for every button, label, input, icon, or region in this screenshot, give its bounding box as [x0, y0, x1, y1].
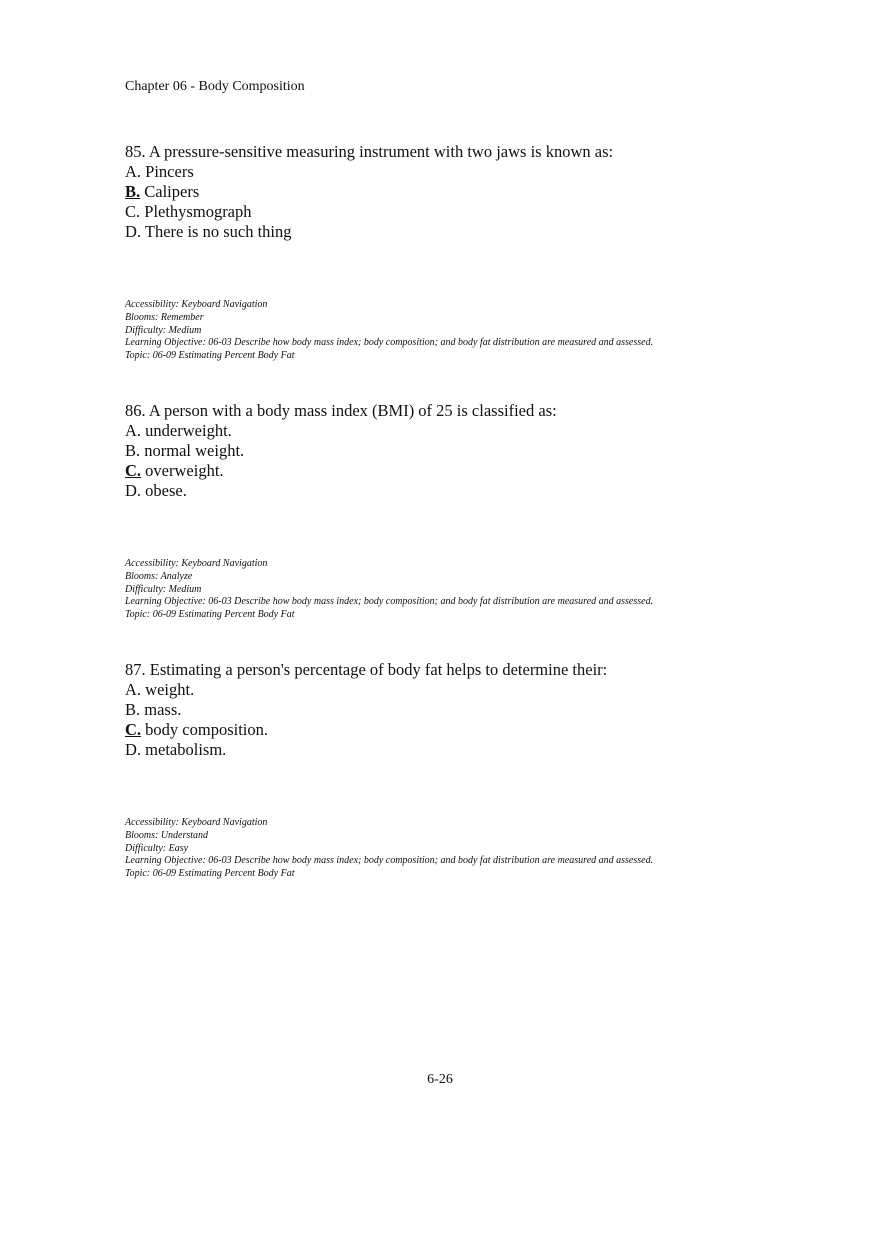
meta-difficulty: Difficulty: Medium: [125, 324, 202, 336]
meta-learning-objective: Learning Objective: 06-03 Describe how body mass index; body composition; and body fat distribution are measured and assessed.: [125, 855, 654, 867]
meta-topic: Topic: 06-09 Estimating Percent Body Fat: [125, 609, 295, 621]
option-d: [125, 222, 765, 242]
question-stem: 86. A person with a body mass index (BMI) of 25 is classified as:: [125, 401, 557, 420]
option-text: Calipers: [140, 182, 200, 201]
meta-topic: Topic: 06-09 Estimating Percent Body Fat: [125, 868, 295, 880]
meta-blooms: Blooms: Analyze: [125, 570, 193, 582]
option-letter: B.: [125, 700, 141, 719]
option-text: Pincers: [141, 162, 194, 181]
meta-blooms: Blooms: Remember: [125, 311, 204, 323]
correct-answer-letter: C.: [125, 720, 142, 739]
option-d: [125, 481, 765, 501]
option-text: Plethysmograph: [140, 202, 252, 221]
correct-answer-letter: B.: [125, 182, 141, 201]
option-text: body composition.: [141, 720, 269, 739]
meta-accessibility: Accessibility: Keyboard Navigation: [125, 558, 268, 569]
meta-accessibility: Accessibility: Keyboard Navigation: [125, 299, 268, 310]
option-letter: D.: [125, 740, 142, 759]
page-header: Chapter 06 - Body Composition: [125, 79, 305, 94]
option-c: [125, 720, 765, 740]
option-letter: D.: [125, 481, 142, 500]
option-text: normal weight.: [140, 441, 245, 460]
option-b: [125, 700, 765, 720]
meta-accessibility: Accessibility: Keyboard Navigation: [125, 817, 268, 828]
option-letter: B.: [125, 441, 141, 460]
option-text: overweight.: [141, 461, 224, 480]
meta-learning-objective: Learning Objective: 06-03 Describe how body mass index; body composition; and body fat distribution are measured and assessed.: [125, 596, 654, 608]
question-metadata: [125, 817, 765, 881]
option-letter: A.: [125, 680, 142, 699]
question-86: [125, 401, 765, 621]
meta-blooms: Blooms: Understand: [125, 829, 209, 841]
option-letter: C.: [125, 202, 141, 221]
option-letter: A.: [125, 421, 142, 440]
option-text: There is no such thing: [141, 222, 292, 241]
question-metadata: [125, 299, 765, 363]
question-85: [125, 142, 765, 362]
option-d: [125, 740, 765, 760]
option-b: [125, 182, 765, 202]
question-87: [125, 660, 765, 880]
meta-topic: Topic: 06-09 Estimating Percent Body Fat: [125, 350, 295, 362]
option-a: [125, 421, 765, 441]
option-a: [125, 680, 765, 700]
option-c: [125, 461, 765, 481]
question-stem: 87. Estimating a person's percentage of body fat helps to determine their:: [125, 660, 608, 679]
option-letter: D.: [125, 222, 142, 241]
option-b: [125, 441, 765, 461]
option-text: weight.: [141, 680, 195, 699]
option-c: [125, 202, 765, 222]
option-letter: A.: [125, 162, 142, 181]
meta-difficulty: Difficulty: Medium: [125, 583, 202, 595]
option-a: [125, 162, 765, 182]
correct-answer-letter: C.: [125, 461, 142, 480]
meta-learning-objective: Learning Objective: 06-03 Describe how body mass index; body composition; and body fat distribution are measured and assessed.: [125, 337, 654, 349]
option-text: obese.: [141, 481, 187, 500]
question-metadata: [125, 558, 765, 622]
option-text: metabolism.: [141, 740, 227, 759]
question-stem: 85. A pressure-sensitive measuring instrument with two jaws is known as:: [125, 142, 614, 161]
page-number: 6-26: [427, 1072, 453, 1087]
option-text: underweight.: [141, 421, 232, 440]
meta-difficulty: Difficulty: Easy: [125, 842, 189, 854]
option-text: mass.: [140, 700, 182, 719]
